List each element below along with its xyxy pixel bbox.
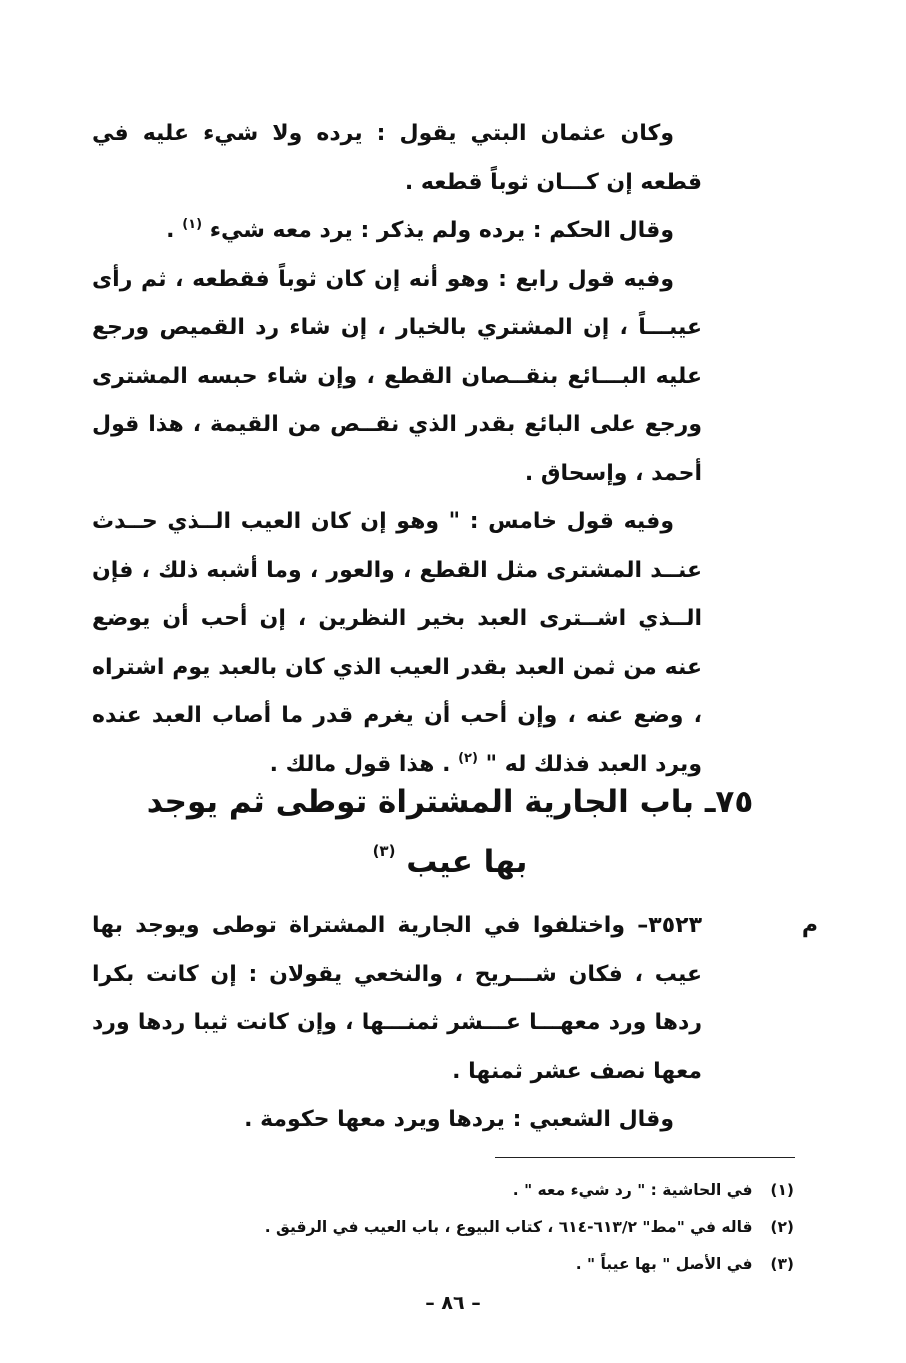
footnote-item: [200, 1172, 794, 1209]
entry-text: [92, 902, 702, 1145]
paragraph: وقال الشعبي : يردها ويرد معها حكومة .: [244, 1107, 674, 1132]
page-number: – ٨٦ –: [425, 1292, 481, 1314]
paragraph: وفيه قول خامس : " وهو إن كان العيب الــذي حــدث عنــد المشترى مثل القطع ، والعور ، وما أشبه ذلك ، فإن الــذي اشــترى العبد بخير النظرين ، إن أحب أن يوضع عنه من ثمن العبد بقدر العيب الذي كان بالعبد يوم اشتراه ، وضع عنه ، وإن أحب أن يغرم قدر ما أصاب العبد عنده ويرد العبد فذلك له " $^{(٢)}$ . هذا قول مالك .: [92, 509, 702, 777]
footnote-number: (٣): [770, 1255, 794, 1273]
footnote-number: (١): [770, 1181, 794, 1199]
footnote-item: [200, 1246, 794, 1283]
footnote-divider: [495, 1157, 795, 1158]
entry-marker: م: [801, 913, 818, 938]
footnote-ref[interactable]: (٣): [372, 842, 396, 860]
footnote-text: في الحاشية : " رد شيء معه " .: [512, 1181, 753, 1199]
footnote-ref[interactable]: (١): [182, 217, 203, 232]
paragraph: وكان عثمان البتي يقول : يرده ولا شيء عليه في قطعه إن كـــان ثوباً قطعه .: [92, 121, 702, 195]
footnotes: [200, 1172, 794, 1283]
chapter-title: ٧٥ـ باب الجارية المشتراة توطى ثم يوجد بها عيب: [146, 784, 754, 880]
main-text: [92, 110, 702, 789]
paragraph: وفيه قول رابع : وهو أنه إن كان ثوباً فقطعه ، ثم رأى عيبـــاً ، إن المشتري بالخيار ، إن شاء رد القميص ورجع عليه البـــائع بنقــصان القطع ، وإن شاء حبسه المشترى ورجع على البائع بقدر الذي نقــص من القيمة ، هذا قول أحمد ، وإسحاق .: [92, 266, 702, 486]
footnote-text: في الأصل " بها عيباً " .: [575, 1255, 753, 1273]
chapter-heading: [120, 772, 780, 892]
footnote-number: (٢): [770, 1218, 794, 1236]
footnote-text: قاله في "مط" ٦١٣/٢-٦١٤ ، كتاب البيوع ، باب العيب في الرقيق .: [264, 1218, 753, 1236]
footnote-item: [200, 1209, 794, 1246]
paragraph: وقال الحكم : يرده ولم يذكر : يرد معه شيء $^{(١)}$ .: [166, 217, 674, 243]
paragraph: ٣٥٢٣– واختلفوا في الجارية المشتراة توطى ويوجد بها عيب ، فكان شـــريح ، والنخعي يقولان : إن كانت بكرا ردها ورد معهـــا عـــشر ثمنـــها ، وإن كانت ثيبا ردها ورد معها نصف عشر ثمنها .: [92, 913, 702, 1084]
footnote-ref[interactable]: (٢): [458, 750, 478, 766]
